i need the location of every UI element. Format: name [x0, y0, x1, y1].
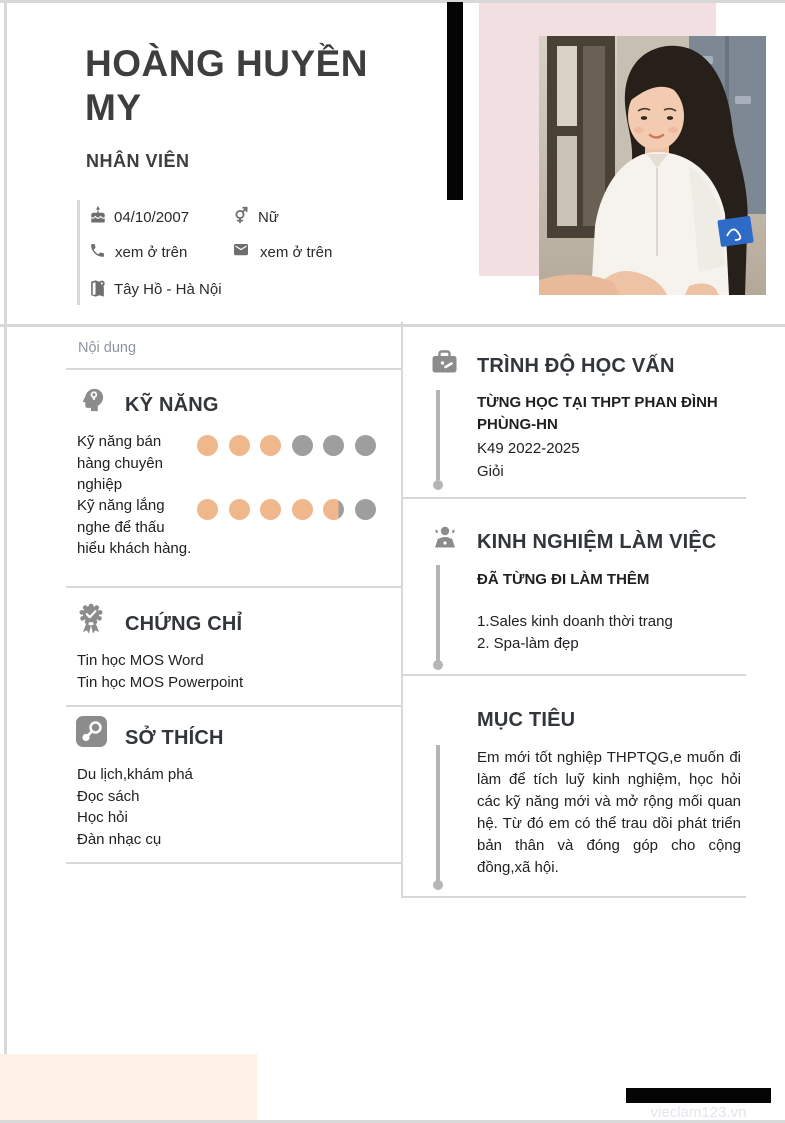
content-label-divider — [66, 368, 401, 370]
objective-text: Em mới tốt nghiệp THPTQG,e muốn đi làm để tích luỹ kinh nghiệm, học hỏi các kỹ năng mới và mở rộng mối quan hệ. Từ đó em có thể trau dồi phát triển bản thân và đóng góp cho cộng đồng,xã hội. — [477, 749, 741, 876]
right-card-left-border — [401, 322, 403, 897]
skills-heading: KỸ NĂNG — [125, 394, 219, 416]
level-dot — [197, 435, 218, 456]
experience-heading: KINH NGHIỆM LÀM VIỆC — [477, 531, 717, 553]
level-dot — [229, 435, 250, 456]
birthday-value: 04/10/2007 — [114, 209, 190, 226]
gender-icon — [232, 206, 250, 224]
education-grade: Giỏi — [477, 463, 504, 480]
page-left-border — [4, 3, 7, 1054]
hobbies-list — [77, 764, 193, 850]
level-dot — [260, 499, 281, 520]
content-label: Nội dung — [78, 340, 137, 356]
map-pin-icon — [88, 279, 107, 298]
experience-list — [477, 611, 673, 654]
timeline-dot — [433, 880, 443, 890]
level-dot — [323, 435, 344, 456]
skill-level-dots — [197, 499, 376, 520]
education-school: TỪNG HỌC TẠI THPT PHAN ĐÌNH PHÙNG-HN — [477, 394, 718, 433]
right-card-bottom-divider — [401, 896, 746, 898]
hobbies-heading: SỞ THÍCH — [125, 727, 224, 749]
gender-value: Nữ — [258, 209, 279, 226]
level-dot — [260, 435, 281, 456]
steam-icon — [76, 716, 107, 747]
person-laptop-icon — [430, 523, 460, 553]
section-divider — [66, 586, 401, 588]
level-dot — [197, 499, 218, 520]
certificates-heading: CHỨNG CHỈ — [125, 613, 243, 635]
certificates-list — [77, 650, 243, 693]
decor-black-bar — [447, 2, 463, 200]
timeline-bar — [436, 390, 440, 480]
email-value: xem ở trên — [260, 244, 333, 261]
decor-black-bar-footer — [626, 1088, 771, 1103]
ribbon-badge-icon — [76, 603, 106, 634]
timeline-bar — [436, 745, 440, 881]
head-lightbulb-icon — [76, 384, 107, 415]
level-dot — [229, 499, 250, 520]
phone-value: xem ở trên — [115, 244, 188, 261]
level-dot — [355, 435, 376, 456]
job-title: NHÂN VIÊN — [86, 151, 190, 171]
list-item: Du lịch,khám phá — [77, 766, 193, 783]
briefcase-icon — [430, 348, 459, 377]
education-period: K49 2022-2025 — [477, 440, 580, 457]
objective-heading: MỤC TIÊU — [477, 709, 576, 731]
cake-icon — [89, 206, 107, 224]
decor-peach-block — [0, 1054, 257, 1120]
profile-photo — [539, 36, 766, 295]
list-item: Đàn nhạc cụ — [77, 830, 162, 848]
section-divider — [401, 497, 746, 499]
section-divider — [401, 674, 746, 676]
timeline-bar — [436, 565, 440, 661]
skill-label: Kỹ năng lắng nghe để thấu hiểu khách hàng. — [77, 497, 192, 557]
mail-icon — [232, 244, 250, 258]
timeline-dot — [433, 660, 443, 670]
list-item: Học hỏi — [77, 809, 128, 827]
page-title: HOÀNG HUYỀN MY — [85, 43, 369, 128]
info-left-rule — [77, 200, 80, 305]
list-item: Đọc sách — [77, 787, 140, 805]
level-dot — [292, 499, 313, 520]
left-card-bottom-divider — [66, 862, 401, 864]
skill-level-dots — [197, 435, 376, 456]
address-value: Tây Hồ - Hà Nội — [114, 281, 222, 298]
section-divider — [66, 705, 401, 707]
list-item: 1.Sales kinh doanh thời trang — [477, 613, 673, 630]
list-item: Tin học MOS Powerpoint — [77, 673, 244, 691]
list-item: Tin học MOS Word — [77, 652, 204, 669]
header-divider — [0, 324, 785, 327]
level-dot — [355, 499, 376, 520]
watermark: vieclam123.vn — [650, 1104, 747, 1121]
experience-subheading: ĐÃ TỪNG ĐI LÀM THÊM — [477, 571, 650, 588]
level-dot — [292, 435, 313, 456]
list-item: 2. Spa-làm đẹp — [477, 634, 579, 652]
education-heading: TRÌNH ĐỘ HỌC VẤN — [477, 355, 675, 377]
level-dot — [323, 499, 344, 520]
skill-label: Kỹ năng bán hàng chuyên nghiệp — [77, 433, 163, 493]
timeline-dot — [433, 480, 443, 490]
phone-icon — [89, 242, 106, 259]
